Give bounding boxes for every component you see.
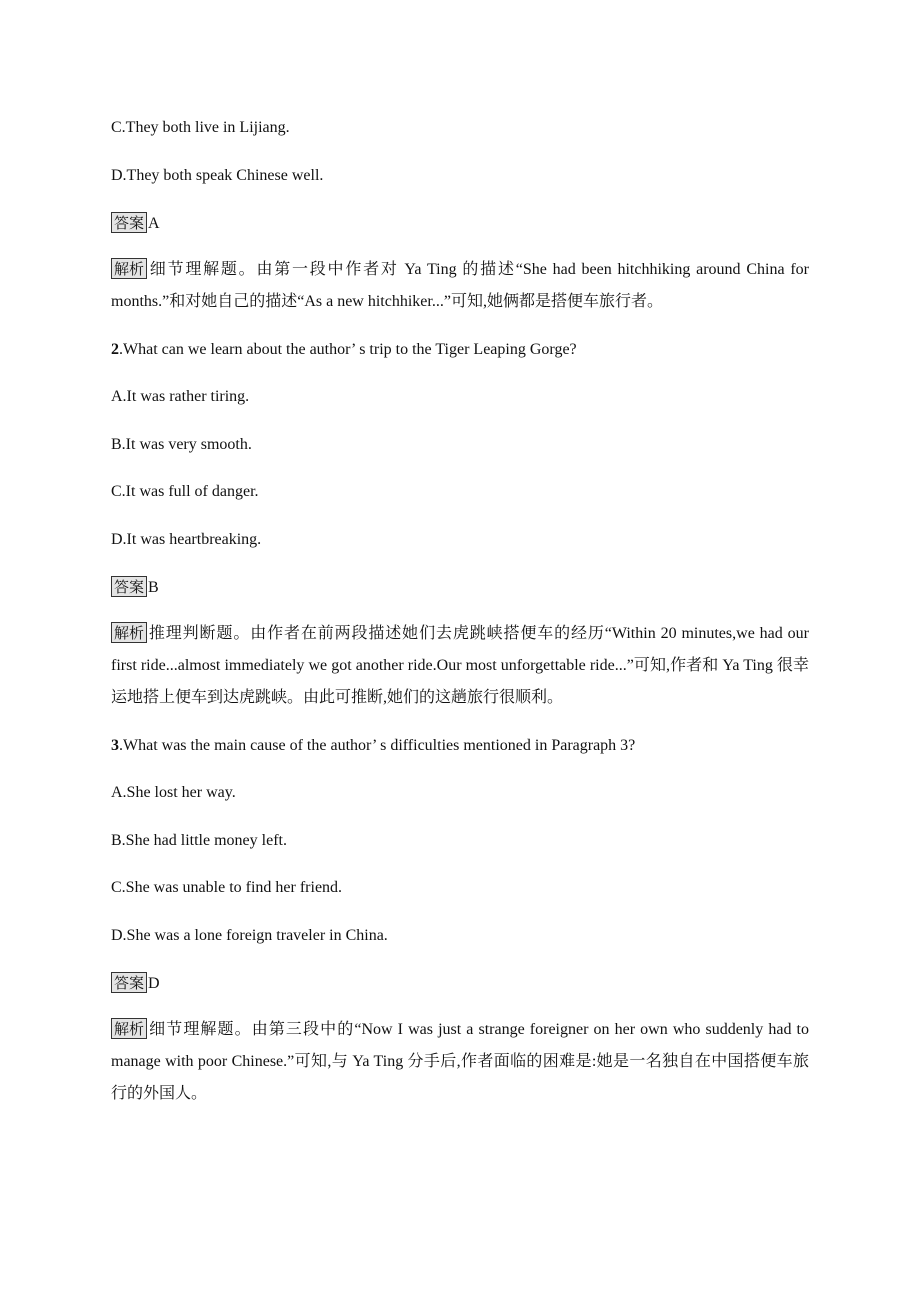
q3-answer	[111, 972, 160, 994]
q1-answer	[111, 212, 160, 234]
q2-option-b: B.It was very smooth.	[111, 436, 252, 453]
q3-option-c: C.She was unable to find her friend.	[111, 879, 343, 896]
q2-option-a: A.It was rather tiring.	[111, 388, 250, 405]
q2-question	[111, 340, 577, 360]
q3-question	[111, 736, 635, 756]
q3-analysis	[111, 1014, 809, 1110]
q3-number: 3	[111, 737, 119, 754]
q2-analysis	[111, 618, 809, 714]
q2-analysis-text: 推理判断题。由作者在前两段描述她们去虎跳峡搭便车的经历“Within 20 minutes,we had our first ride...almost immediately we got another ride.Our most unforgettable ride...”可知,作者和 Ya Ting 很幸运地搭上便车到达虎跳峡。由此可推断,她们的这趟旅行很顺利。	[111, 625, 809, 706]
q3-option-a: A.She lost her way.	[111, 784, 236, 801]
answer-label-badge: 答案	[111, 212, 147, 233]
q1-option-c: C.They both live in Lijiang.	[111, 119, 290, 136]
q3-question-text: .What was the main cause of the author’ s difficulties mentioned in Paragraph 3?	[119, 737, 636, 754]
q1-analysis-text: 细节理解题。由第一段中作者对 Ya Ting 的描述“She had been hitchhiking around China for months.”和对她自己的描述“As a new hitchhiker...”可知,她俩都是搭便车旅行者。	[111, 261, 809, 310]
q2-option-c: C.It was full of danger.	[111, 483, 259, 500]
answer-label-badge: 答案	[111, 972, 147, 993]
q2-question-text: .What can we learn about the author’ s trip to the Tiger Leaping Gorge?	[119, 341, 577, 358]
q2-answer-value: B	[148, 579, 159, 596]
answer-label-badge: 答案	[111, 576, 147, 597]
q3-analysis-text: 细节理解题。由第三段中的“Now I was just a strange foreigner on her own who suddenly had to manage with poor Chinese.”可知,与 Ya Ting 分手后,作者面临的困难是:她是一名独自在中国搭便车旅行的外国人。	[111, 1021, 809, 1102]
q3-option-b: B.She had little money left.	[111, 832, 287, 849]
q2-number: 2	[111, 341, 119, 358]
analysis-label-badge: 解析	[111, 622, 147, 643]
q1-answer-value: A	[148, 215, 160, 232]
q3-answer-value: D	[148, 975, 160, 992]
q1-option-d: D.They both speak Chinese well.	[111, 167, 324, 184]
analysis-label-badge: 解析	[111, 258, 147, 279]
q2-option-d: D.It was heartbreaking.	[111, 531, 262, 548]
q1-analysis	[111, 254, 809, 318]
analysis-label-badge: 解析	[111, 1018, 147, 1039]
q2-answer	[111, 576, 159, 598]
q3-option-d: D.She was a lone foreign traveler in China.	[111, 927, 388, 944]
